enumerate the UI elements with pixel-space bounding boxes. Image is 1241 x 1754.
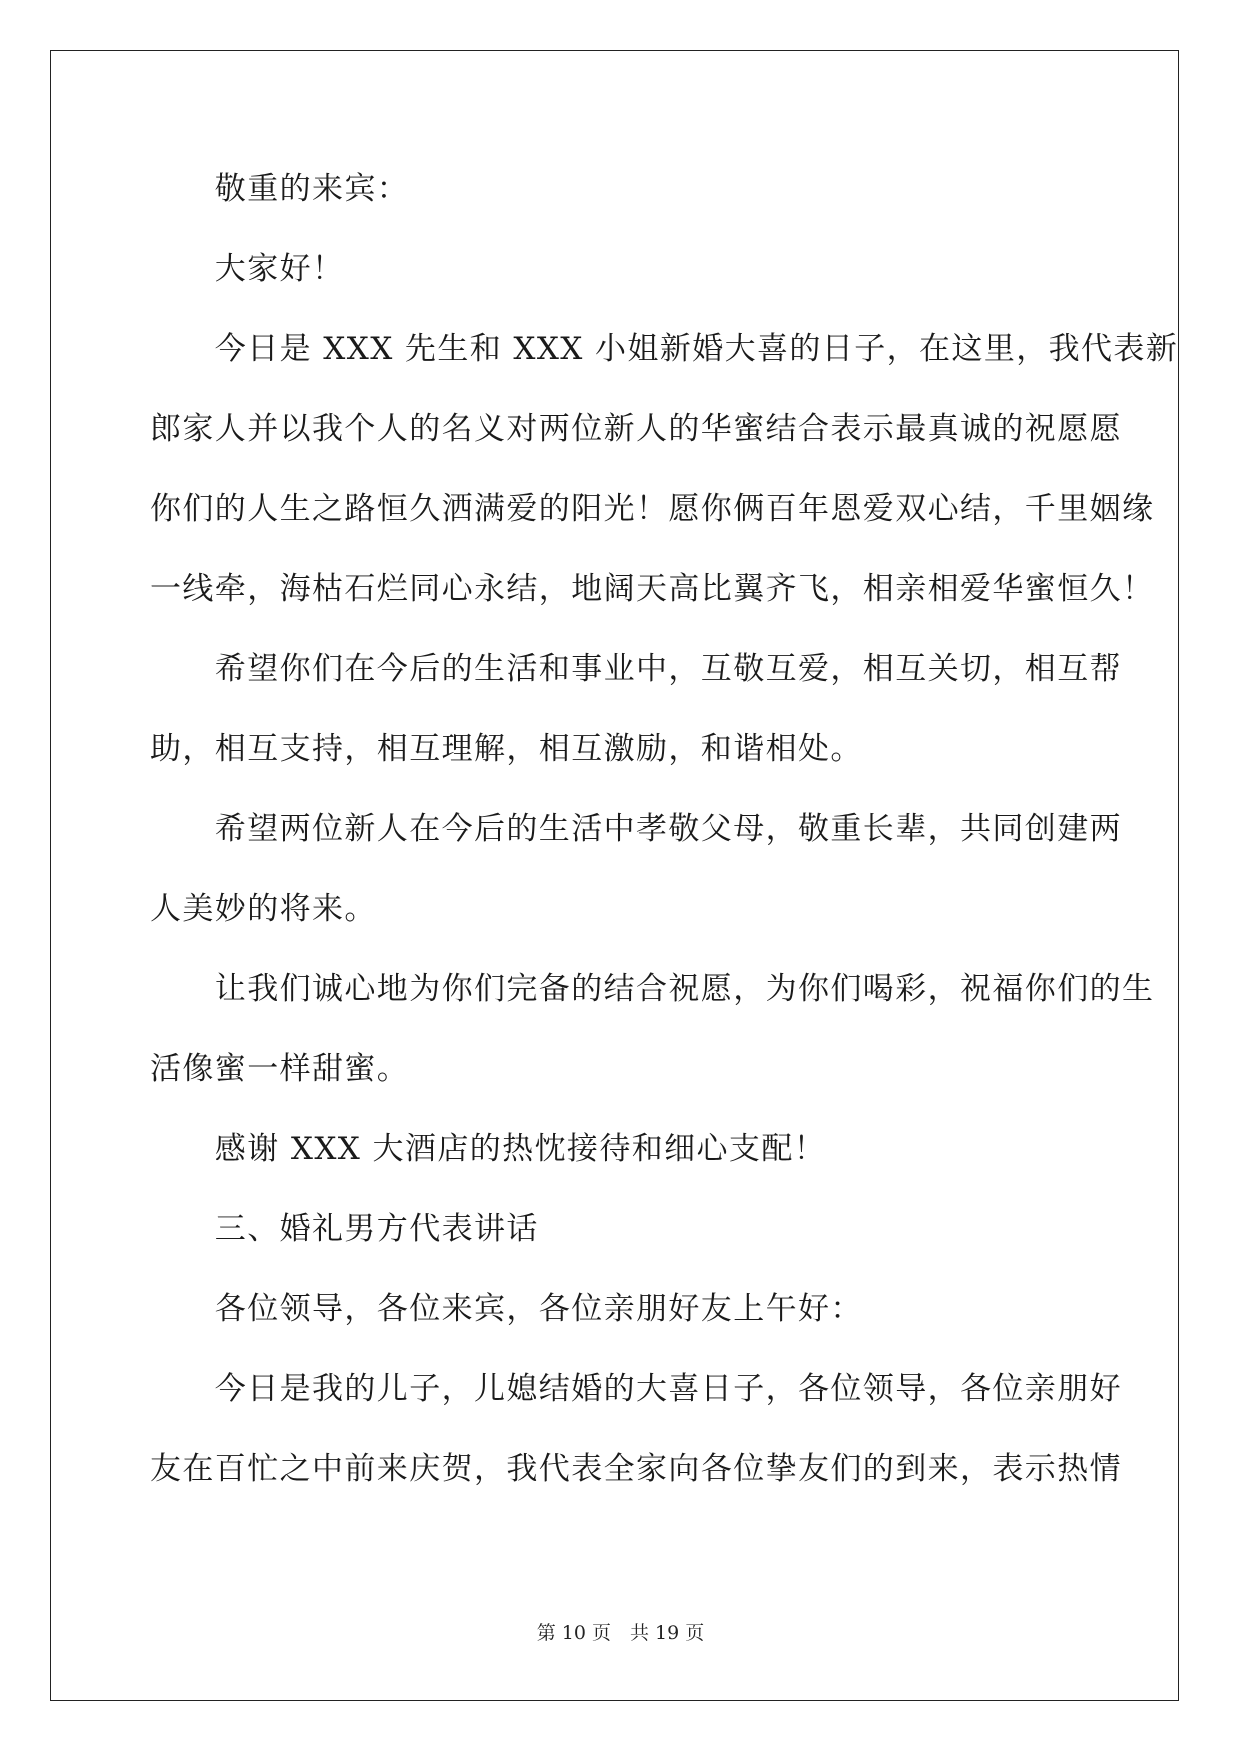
text-line: 敬重的来宾： <box>150 171 410 207</box>
text-line: 希望你们在今后的生活和事业中，互敬互爱，相互关切，相互帮 <box>150 651 1122 687</box>
text-line: 让我们诚心地为你们完备的结合祝愿，为你们喝彩，祝福你们的生 <box>150 971 1155 1007</box>
page-number-footer: 第 10 页 共 19 页 <box>536 1622 705 1644</box>
text-line: 感谢 XXX 大酒店的热忱接待和细心支配！ <box>150 1131 827 1167</box>
text-line: 人美妙的将来。 <box>150 891 377 927</box>
text-line: 希望两位新人在今后的生活中孝敬父母，敬重长辈，共同创建两 <box>150 811 1122 847</box>
text-line: 今日是我的儿子，儿媳结婚的大喜日子，各位领导，各位亲朋好 <box>150 1371 1122 1407</box>
text-line: 一线牵，海枯石烂同心永结，地阔天高比翼齐飞，相亲相爱华蜜恒久！ <box>150 571 1155 607</box>
text-line: 友在百忙之中前来庆贺，我代表全家向各位挚友们的到来，表示热情 <box>150 1451 1122 1487</box>
text-line: 助，相互支持，相互理解，相互激励，和谐相处。 <box>150 731 863 767</box>
text-line: 各位领导，各位来宾，各位亲朋好友上午好： <box>150 1291 863 1327</box>
text-line: 今日是 XXX 先生和 XXX 小姐新婚大喜的日子，在这里，我代表新 <box>150 331 1179 367</box>
text-line: 你们的人生之路恒久洒满爱的阳光！愿你俩百年恩爱双心结，千里姻缘 <box>150 491 1155 527</box>
text-line: 大家好！ <box>150 251 345 287</box>
document-body <box>150 165 1179 1525</box>
text-line: 活像蜜一样甜蜜。 <box>150 1051 410 1087</box>
section-heading: 三、婚礼男方代表讲话 <box>150 1211 539 1247</box>
text-line: 郎家人并以我个人的名义对两位新人的华蜜结合表示最真诚的祝愿愿 <box>150 411 1122 447</box>
